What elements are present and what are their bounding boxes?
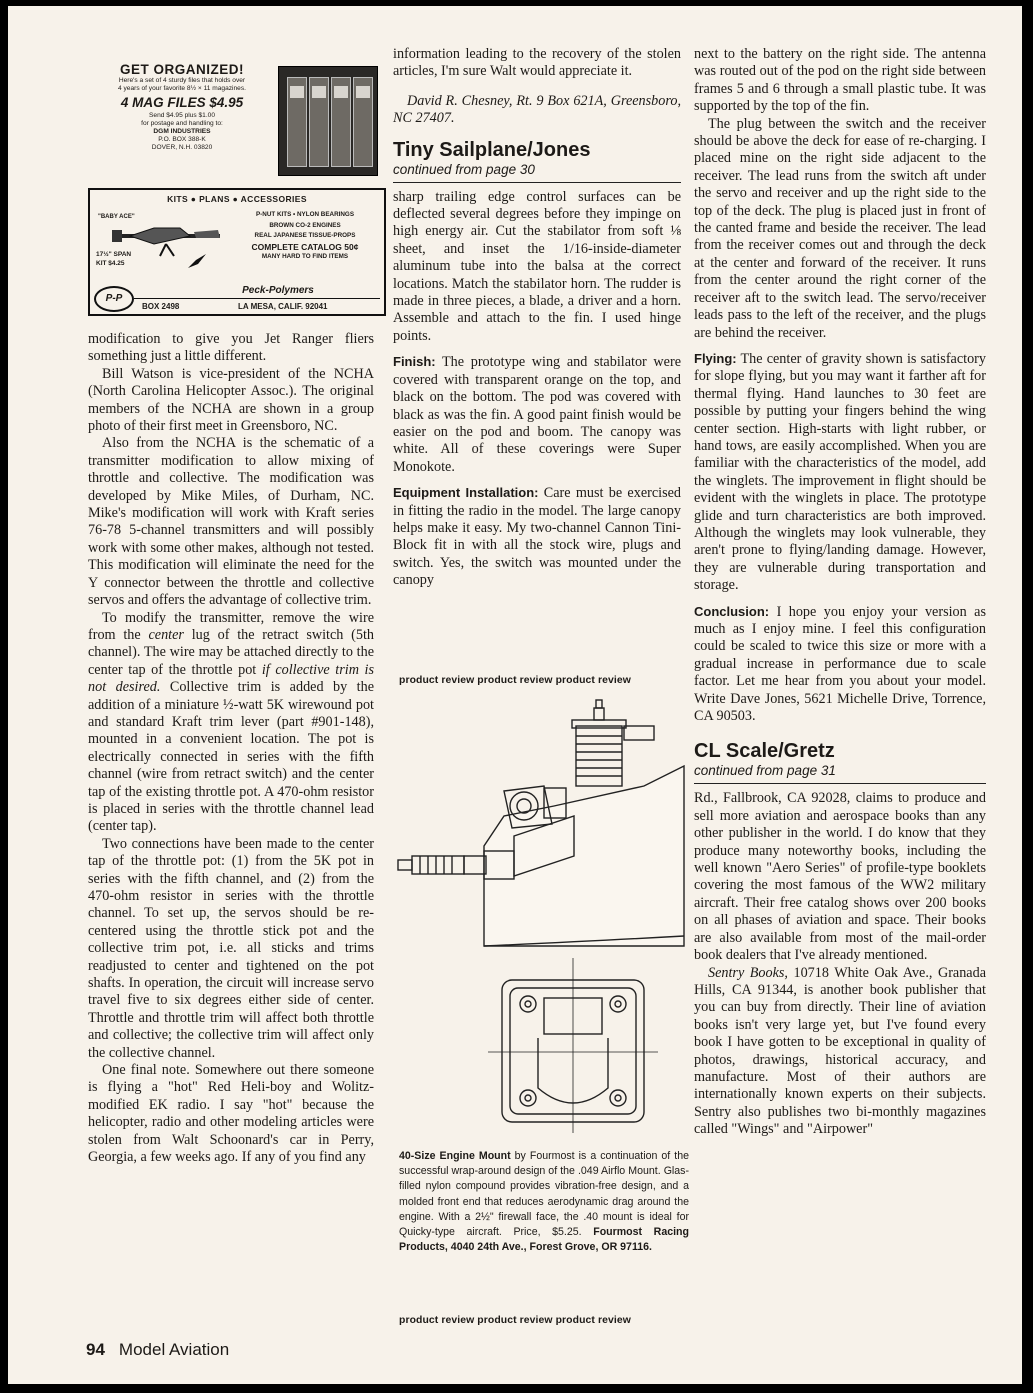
- product-review-caption: [399, 1149, 689, 1255]
- engine-mount-illustration: [394, 696, 694, 961]
- mag-files-photo: [278, 66, 378, 176]
- article-heading: Tiny Sailplane/Jones: [393, 138, 591, 161]
- signature: David R. Chesney, Rt. 9 Box 621A, Greensboro, NC 27407.: [393, 92, 681, 127]
- product-review-banner: product review product review product review: [399, 675, 631, 686]
- ad-title: GET ORGANIZED!: [120, 62, 244, 77]
- ad-kit-price: KIT $4.25: [96, 260, 125, 267]
- product-review-banner-bottom: product review product review product review: [399, 1315, 631, 1326]
- magazine-page: [8, 6, 1022, 1384]
- ad-box: BOX 2498: [142, 302, 180, 311]
- ad-header: KITS ● PLANS ● ACCESSORIES: [167, 194, 307, 204]
- ad-right-text: [230, 210, 380, 263]
- paragraph: [694, 603, 986, 726]
- ad-divider: [134, 298, 380, 299]
- caption-body: by Fourmost is a continuation of the successful wrap-around design of the .049 Airflo Mount. Glas-filled nylon compound provides vibration-free design, and a molded front end that reduces aerodynamic drag around the engine. With a 2½" firewall face, the .40 mount is ideal for Quicky-type aircraft. Price, $5.25.: [399, 1150, 689, 1239]
- pp-logo: P-P: [94, 286, 134, 312]
- section-label: Equipment Installation:: [393, 485, 539, 501]
- text: 10718 White Oak Ave., Granada Hills, CA 91344, is another book publisher that you can buy from directly. Their line of aviation books isn't very large yet, but I've found every book I have gotten to be exceptional in quality of photos, drawings, historical accuracy, and manufacture. Most of their authors are internationally known experts on their subjects. Sentry also publishes two bi-monthly magazines called "Wings" and "Airpower": [694, 964, 986, 1138]
- section-label: Conclusion:: [694, 603, 770, 619]
- engine-mount-plan-drawing: [488, 958, 658, 1133]
- paragraph: [694, 965, 986, 1139]
- ad-brand: Peck-Polymers: [242, 285, 314, 296]
- ad-city: DOVER, N.H. 03820: [151, 144, 213, 151]
- ad-baby-ace: "BABY ACE": [98, 214, 135, 220]
- ad-desc-2: 4 years of your favorite 8½ × 11 magazines.: [118, 85, 246, 92]
- ad-box: P.O. BOX 388-K: [158, 136, 206, 143]
- paragraph: [694, 350, 986, 595]
- peck-polymers-ad: [88, 188, 386, 316]
- ad-company: DGM INDUSTRIES: [153, 128, 211, 135]
- ad-line-1: P-NUT KITS • NYLON BEARINGS: [255, 211, 355, 218]
- ad-line-2: BROWN CO-2 ENGINES: [269, 221, 341, 229]
- ad-city: LA MESA, CALIF. 92041: [238, 302, 328, 311]
- text: I hope you enjoy your version as much as I enjoy mine. I feel this configuration could be scaled to twice this size or more with a gradual increase in performance due to scale factor. Let me hear from you about your model. Write Dave Jones, 5621 Michelle Drive, Torrence, CA 90503.: [694, 603, 986, 725]
- text: To modify the transmitter, remove the wire from the: [88, 609, 374, 643]
- emphasis: Sentry Books,: [708, 964, 788, 981]
- caption-title: 40-Size Engine Mount: [399, 1150, 511, 1162]
- magazine-name: Model Aviation: [118, 1340, 230, 1359]
- text: Care must be exercised in fitting the radio in the model. The large canopy helps make it easy. My two-channel Cannon Tini-Block fit in with all the stock wire, plugs and switch. Yes, the switch was mounted under the canopy: [393, 485, 681, 589]
- article-heading: CL Scale/Gretz: [694, 740, 835, 763]
- paragraph: information leading to the recovery of the stolen articles, I'm sure Walt would appreciate it.: [393, 46, 681, 80]
- emphasis: center: [148, 626, 184, 643]
- paragraph: Bill Watson is vice-president of the NCHA (North Carolina Helicopter Assoc.). The original members of the NCHA are shown in a group photo of their first meet in Greensboro, NC.: [88, 365, 374, 435]
- paragraph: The plug between the switch and the receiver should be above the deck for ease of re-charging. I placed mine on the right side adjacent to the receiver. The lead runs from the switch aft under the servo and receiver and up the right side to the top of the deck. The plug is placed just in front of the canted frame and beside the receiver. The lead from the receiver comes out and through the deck at the center and forward of the receiver. It runs from the center around the right corner of the receiver aft to the switch lead. The servo/receiver leads pass to the left of the receiver, and the plugs are behind the receiver.: [694, 115, 986, 341]
- article-subhead: continued from page 30: [393, 161, 535, 177]
- mag-files-ad-text: [88, 62, 276, 152]
- ad-send-2: for postage and handling to:: [141, 120, 223, 127]
- column-2: [393, 46, 681, 590]
- propeller-icon: [186, 252, 208, 272]
- text: The center of gravity shown is satisfactory for slope flying, but you may want it farther aft for thermal flying. Hand launches to 30 feet are possible by putting your fingers behind the wing center section. High-starts with light rubber, or hand tows, are easily accomplished. When you are familiar with the characteristics of the model, add the winglets. The improvement in flight should be evident with the winglets in place. The prototype glide and turn characteristics are both improved. Although the winglets may look vulnerable, they aren't prone to flying/landing damage. However, they are vulnerable during transportation and storage.: [694, 350, 986, 594]
- paragraph: Two connections have been made to the center tap of the throttle pot: (1) from the 5K pot in series with the fifth channel, and (2) from the 470-ohm resistor in series with the throttle channel. To set up, the servos should be re-centered using the throttle stick pot and the collective trim pot, i.e. all sticks and trims readjusted to center and tightened on the pot shafts. In operation, the circuit will increase servo travel five to six degrees either side of center. Throttle and throttle trim will affect both throttle and collective; the collective trim will affect only the collective channel.: [88, 835, 374, 1061]
- ad-desc-1: Here's a set of 4 sturdy files that holds over: [118, 77, 246, 84]
- section-label: Finish:: [393, 354, 436, 370]
- heading-rule: [694, 783, 986, 784]
- heading-rule: [393, 182, 681, 183]
- emphasis: if collective trim is not desired.: [88, 661, 375, 696]
- page-number: 94: [86, 1340, 105, 1359]
- text: The prototype wing and stabilator were covered with transparent orange on the top, and black on the bottom. The pod was covered with black as was the fin. A good paint finish would be easier on the pod and boom. The canopy was white. All of these coverings were Super Monokote.: [393, 354, 681, 475]
- column-1: [88, 331, 374, 1167]
- ad-line-3: REAL JAPANESE TISSUE-PROPS: [254, 232, 356, 239]
- caption-contact: Fourmost Racing Products, 4040 24th Ave., Forest Grove, OR 97116.: [399, 1226, 689, 1254]
- paragraph: modification to give you Jet Ranger fliers something just a little different.: [88, 331, 374, 365]
- ad-product: 4 MAG FILES $4.95: [120, 95, 244, 110]
- article-subhead: continued from page 31: [694, 763, 836, 779]
- ad-span: 17½" SPAN: [96, 251, 132, 258]
- column-3: [694, 46, 986, 1139]
- paragraph: sharp trailing edge control surfaces can be deflected several degrees before they impinge on high energy air. Cut the stabilator from soft ⅛ sheet, and inset the 1/16-inside-diameter aluminum tube into the balsa at the correct locations. Match the stabilator horn. The rudder is made in three pieces, a blade, a driver and a horn. Assemble and attach to the fin. I used hinge points.: [393, 188, 681, 344]
- paragraph: Also from the NCHA is the schematic of a transmitter modification to allow mixing of throttle and collective. The modification was developed by Mike Miles, of Durham, NC. Mike's modification will work with Kraft series 76-78 5-channel transmitters and will possibly work with some other makes, although not tested. This modification will eliminate the need for the Y connector between the throttle and collective servos and offers the advantage of collective trim.: [88, 435, 374, 609]
- ad-send-1: Send $4.95 plus $1.00: [149, 112, 215, 119]
- paragraph: Rd., Fallbrook, CA 92028, claims to produce and sell more aviation and aerospace books than any other publisher in the world. I do know that they produce many noteworthy books, including the well known "Aero Series" of profile-type booklets covering the most famous of the WW2 military aircraft. Their free catalog shows over 200 books on all phases of aviation and space. Their books are also available from most of the mail-order book dealers that I've already mentioned.: [694, 790, 986, 964]
- ad-line-4: MANY HARD TO FIND ITEMS: [261, 253, 349, 260]
- text: lug of the retract switch (5th channel). The wire may be attached directly to the center tap of the throttle pot: [88, 626, 374, 678]
- page-footer: [86, 1340, 229, 1360]
- paragraph: [88, 610, 374, 836]
- mag-files-ad: [88, 62, 388, 180]
- paragraph: [393, 353, 681, 476]
- paragraph: next to the battery on the right side. The antenna was routed out of the pod on the right side between frames 5 and 6 through a small plastic tube. It was supported by the top of the fin.: [694, 46, 986, 115]
- section-label: Flying:: [694, 350, 737, 366]
- paragraph: One final note. Somewhere out there someone is flying a "hot" Red Heli-boy and Wolitz-modified EK radio. I say "hot" because the helicopter, radio and other modeling articles were stolen from Walt Schoonard's car in Perry, Georgia, a few weeks ago. If any of you find any: [88, 1062, 374, 1166]
- text: Collective trim is added by the addition of a miniature ½-watt 5K wirewound pot and standard Kraft trim lever (part #901-148), mounted in a convenient location. The pot is electrically connected in series with the fifth channel (wire from retract switch) and the center tap of the existing throttle pot. A 470-ohm resistor is placed in series with the throttle channel lead (center tap).: [88, 679, 375, 835]
- ad-span-kit: [96, 250, 131, 268]
- paragraph: [393, 484, 681, 589]
- ad-catalog: COMPLETE CATALOG 50¢: [251, 241, 359, 252]
